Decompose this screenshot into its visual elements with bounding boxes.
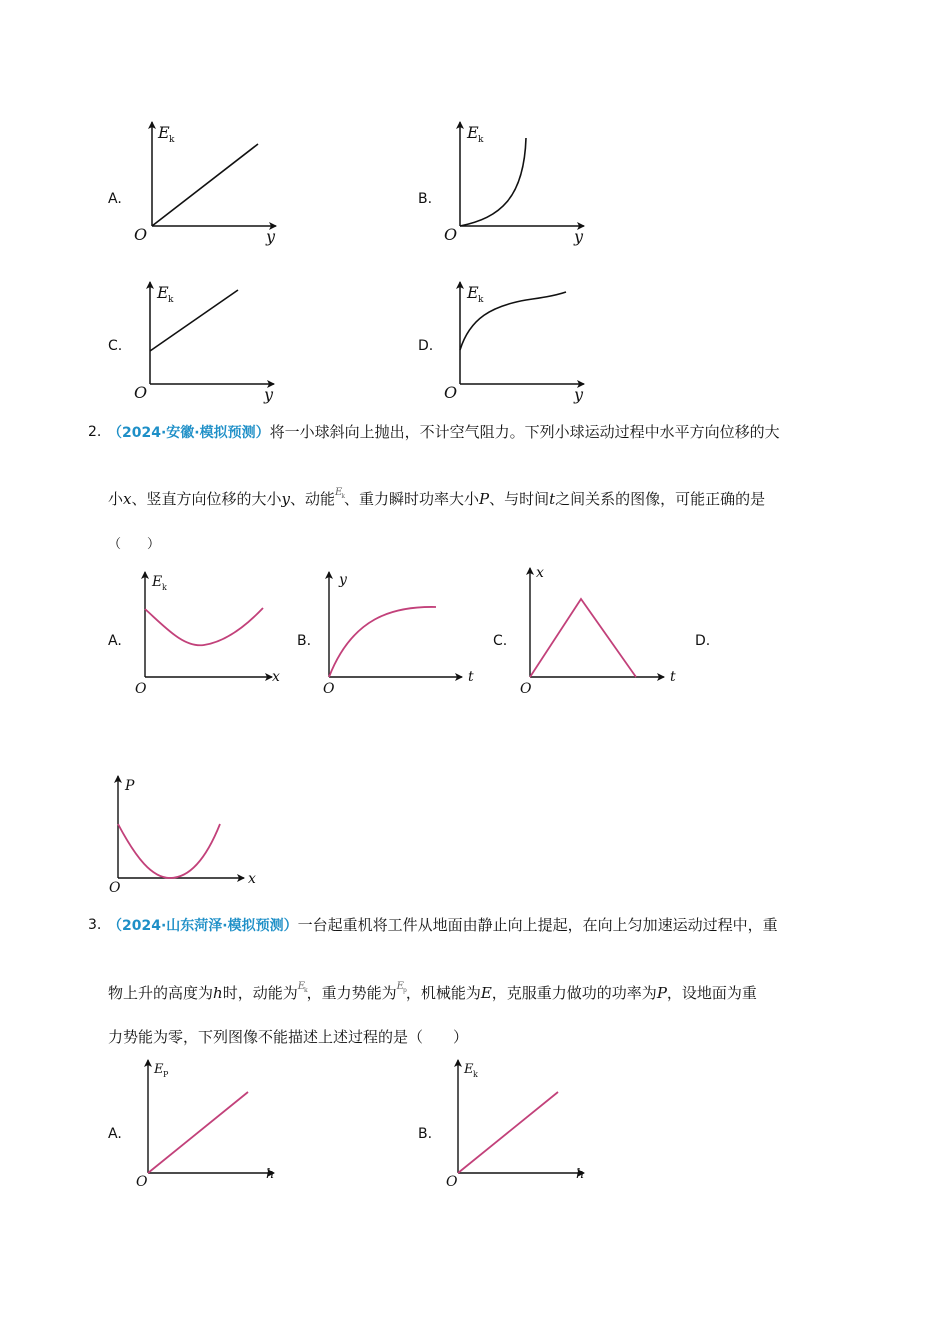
q1c-xlabel: y <box>264 385 274 404</box>
q3-var-h: h <box>213 984 223 1002</box>
q2-text-1: 将一小球斜向上抛出，不计空气阻力。下列小球运动过程中水平方向位移的大 <box>269 423 780 441</box>
q2-line-1 <box>108 422 780 443</box>
q2a-ylabel: E <box>152 574 163 590</box>
q3-var-p: P <box>656 984 667 1002</box>
q2-graph-d <box>100 772 270 896</box>
q1a-ylabel: E <box>158 123 170 142</box>
q2-var-p: P <box>478 490 490 508</box>
q2a-ysub: k <box>162 583 167 592</box>
q2-graph-c <box>512 564 682 698</box>
q2-text-2b: 、竖直方向位移的大小 <box>131 490 282 508</box>
q2c-origin: O <box>520 681 532 697</box>
q3-source: （2024·山东菏泽·模拟预测） <box>108 918 298 934</box>
q1-graph-a <box>130 118 290 248</box>
q2-graph-b <box>312 568 482 698</box>
q3-line-1 <box>108 915 778 936</box>
q2c-xlabel: t <box>670 669 676 685</box>
q2-option-c-label: C. <box>493 633 508 649</box>
q3b-ysub: k <box>473 1070 478 1079</box>
q3-option-a-label: A. <box>108 1126 122 1142</box>
q3a-xlabel: h <box>266 1167 275 1182</box>
q3-line-2 <box>108 977 757 1003</box>
q3-text-2a: 物上升的高度为 <box>108 984 214 1002</box>
q3-text-2d: ，机械能为 <box>405 984 481 1002</box>
q3-graph-b <box>440 1056 600 1190</box>
q1d-xlabel: y <box>574 385 584 404</box>
q1-option-a-label: A. <box>108 191 122 207</box>
q2-graph-a <box>128 568 288 698</box>
q3b-xlabel: h <box>576 1167 585 1182</box>
q2b-ylabel: y <box>339 572 347 588</box>
q2-symbol-ek: Ek <box>335 487 344 500</box>
q1d-origin: O <box>444 383 458 402</box>
q1-graph-c <box>130 278 290 408</box>
q1d-ylabel: E <box>467 283 479 302</box>
q2-text-2a: 小 <box>108 490 124 508</box>
q1c-ysub: k <box>168 295 174 305</box>
q1-option-d-label: D. <box>418 338 434 354</box>
q2-var-y: y <box>281 490 290 508</box>
q2c-ylabel: x <box>536 565 544 581</box>
q2-var-x: x <box>123 490 132 508</box>
q2-text-2f: 之间关系的图像，可能正确的是 <box>555 490 766 508</box>
q2b-origin: O <box>323 681 335 697</box>
q3-line-3: 力势能为零，下列图像不能描述上述过程的是（ ） <box>108 1028 469 1046</box>
q2-answer-bracket: （ ） <box>108 537 161 552</box>
q1b-xlabel: y <box>574 227 584 246</box>
q3-option-b-label: B. <box>418 1126 433 1142</box>
q3a-ysub: P <box>163 1070 169 1079</box>
q3-symbol-ep: Ep <box>396 981 406 994</box>
q1-option-c-label: C. <box>108 338 123 354</box>
q1b-ysub: k <box>478 135 484 145</box>
q2-text-2d: 、重力瞬时功率大小 <box>343 490 479 508</box>
q2-var-t: t <box>549 490 556 508</box>
q1d-ysub: k <box>478 295 484 305</box>
q1a-origin: O <box>134 225 148 244</box>
q2d-ylabel: P <box>125 778 135 794</box>
q3-graph-a <box>130 1056 290 1190</box>
q3-number: 3. <box>88 917 102 933</box>
q3b-ylabel: E <box>464 1062 474 1077</box>
q1-graph-b <box>440 118 600 248</box>
q2-option-d-label: D. <box>695 633 711 649</box>
q3-text-2f: ，设地面为重 <box>666 984 757 1002</box>
q1-option-b-label: B. <box>418 191 433 207</box>
q3a-origin: O <box>136 1174 148 1190</box>
q1b-origin: O <box>444 225 458 244</box>
q3a-ylabel: E <box>154 1062 164 1077</box>
q1-graph-d <box>440 278 600 408</box>
q2-text-2c: 、动能 <box>289 490 335 508</box>
q2-option-b-label: B. <box>297 633 312 649</box>
q1a-ysub: k <box>169 135 175 145</box>
q2-number: 2. <box>88 424 102 440</box>
q2-option-a-label: A. <box>108 633 122 649</box>
q3-text-1: 一台起重机将工件从地面由静止向上提起，在向上匀加速运动过程中，重 <box>297 916 778 934</box>
q3-var-e: E <box>480 984 492 1002</box>
q2d-origin: O <box>109 880 121 896</box>
q1b-ylabel: E <box>467 123 479 142</box>
q2-line-2 <box>108 483 765 509</box>
q1c-origin: O <box>134 383 148 402</box>
q1a-xlabel: y <box>266 227 276 246</box>
q2-source: （2024·安徽·模拟预测） <box>108 425 270 441</box>
q3-text-2e: ，克服重力做功的功率为 <box>491 984 657 1002</box>
q1c-ylabel: E <box>157 283 169 302</box>
q2-text-2e: 、与时间 <box>489 490 550 508</box>
q2a-origin: O <box>135 681 147 697</box>
q2b-xlabel: t <box>468 669 474 685</box>
q2a-xlabel: x <box>272 669 280 685</box>
q3b-origin: O <box>446 1174 458 1190</box>
q3-text-2c: ，重力势能为 <box>306 984 397 1002</box>
q3-text-2b: 时，动能为 <box>222 984 298 1002</box>
q2d-xlabel: x <box>248 871 256 887</box>
q3-symbol-ek: Ek <box>297 981 307 994</box>
